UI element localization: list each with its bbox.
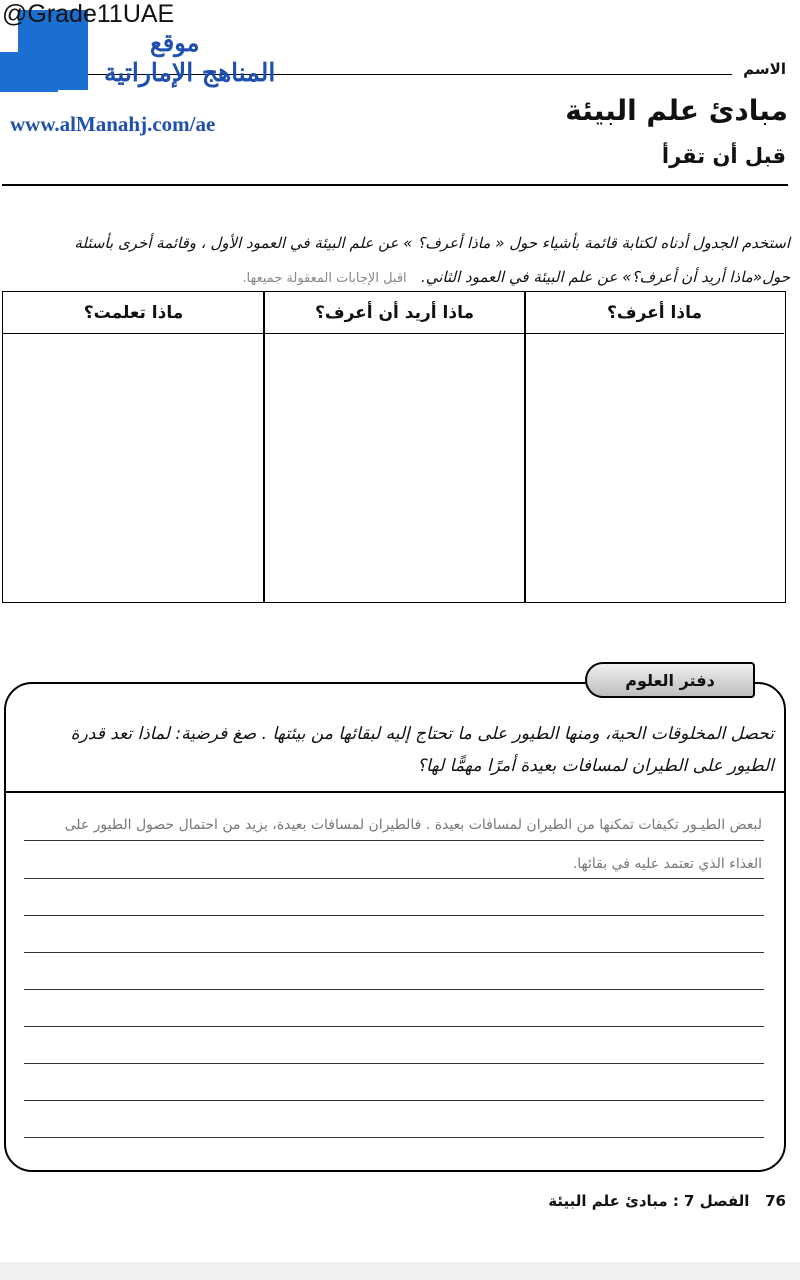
watermark-site-line2: المناهج الإماراتية bbox=[104, 58, 276, 87]
kwl-header-know: ماذا أعرف؟ bbox=[525, 292, 784, 334]
writing-line[interactable] bbox=[24, 1026, 764, 1027]
writing-line[interactable] bbox=[24, 840, 764, 841]
watermark-url: www.alManahj.com/ae bbox=[10, 112, 216, 136]
instructions-note: اقبل الإجابات المعقولة جميعها. bbox=[242, 271, 407, 286]
kwl-cell-know[interactable] bbox=[525, 334, 784, 602]
watermark-site-line1: موقع bbox=[150, 28, 200, 57]
writing-line[interactable] bbox=[24, 915, 764, 916]
writing-line[interactable] bbox=[24, 1137, 764, 1138]
logo-square-icon bbox=[0, 52, 58, 92]
instructions bbox=[10, 226, 790, 296]
kwl-table bbox=[2, 291, 786, 603]
page-footer bbox=[548, 1192, 786, 1210]
instructions-text: استخدم الجدول أدناه لكتابة قائمة بأشياء حول « ماذا أعرف؟ » عن علم البيئة في العمود الأول ، وقائمة أخرى بأسئلة حول«ماذا أريد أن أعرف؟» عن علم البيئة في العمود الثاني. bbox=[74, 234, 790, 286]
journal-question: تحصل المخلوقات الحية، ومنها الطيور على ما تحتاج إليه لبقائها من بيئتها . صغ فرضية: لماذا تعد قدرة الطيور على الطيران لمسافات بعيدة أمرًا مهمًّا لها؟ bbox=[70, 724, 774, 776]
kwl-cell-learned[interactable] bbox=[3, 334, 263, 602]
kwl-cell-want[interactable] bbox=[264, 334, 524, 602]
science-journal-tab: دفتر العلوم bbox=[585, 662, 755, 698]
page-number: 76 bbox=[765, 1192, 786, 1210]
chapter-label: الفصل 7 : مبادئ علم البيئة bbox=[548, 1192, 750, 1210]
writing-line[interactable] bbox=[24, 1063, 764, 1064]
writing-line[interactable] bbox=[24, 952, 764, 953]
watermark-handle: @Grade11UAE bbox=[2, 0, 175, 28]
writing-line[interactable] bbox=[24, 878, 764, 879]
writing-line[interactable] bbox=[24, 1100, 764, 1101]
kwl-header-learned: ماذا تعلمت؟ bbox=[3, 292, 264, 334]
kwl-header-want: ماذا أريد أن أعرف؟ bbox=[264, 292, 525, 334]
question-divider bbox=[6, 791, 784, 793]
writing-line[interactable] bbox=[24, 989, 764, 990]
page-title: مبادئ علم البيئة bbox=[565, 94, 788, 127]
page-subtitle: قبل أن تقرأ bbox=[661, 144, 786, 168]
answer-line-2: الغذاء الذي تعتمد عليه في بقائها. bbox=[572, 856, 762, 872]
header-divider bbox=[2, 184, 788, 186]
answer-line-1: لبعض الطيـور تكيفات تمكنها من الطيران لمسافات بعيدة . فالطيران لمسافات بعيدة، يزيد من احتمال حصول الطيور على bbox=[64, 817, 762, 833]
bottom-strip bbox=[0, 1262, 800, 1280]
name-label: الاسم bbox=[743, 60, 786, 78]
